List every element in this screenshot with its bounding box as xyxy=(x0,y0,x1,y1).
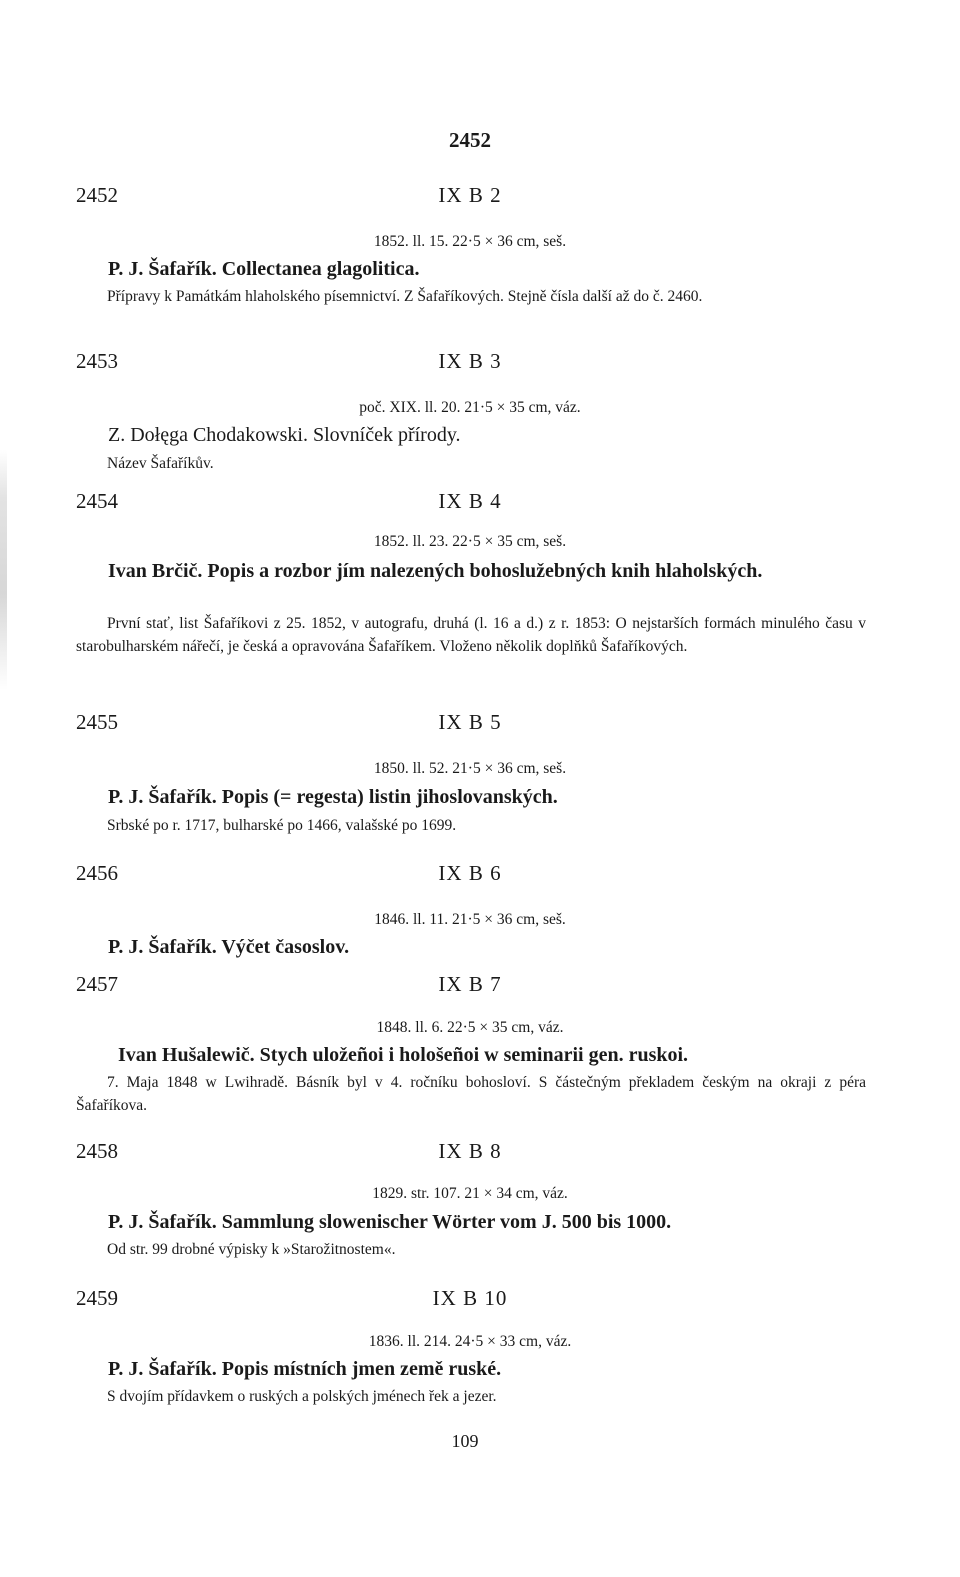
physical-description: 1836. ll. 214. 24·5 × 33 cm, váz. xyxy=(368,1333,572,1350)
entry-title: P. J. Šafařík. Collectanea glagolitica. xyxy=(108,258,420,280)
physical-description: 1848. ll. 6. 22·5 × 35 cm, váz. xyxy=(376,1019,564,1036)
shelf-signature: IX B 3 xyxy=(438,349,502,373)
entry-number: 2454 xyxy=(76,489,118,513)
entry-note: Název Šafaříkův. xyxy=(107,455,214,472)
shelf-signature: IX B 6 xyxy=(438,861,502,885)
shelf-signature: IX B 4 xyxy=(438,489,502,513)
entry-title: Ivan Hušalewič. Stych uložeñoi i hološeñoi w seminarii gen. ruskoi. xyxy=(118,1044,689,1066)
physical-description: 1852. ll. 23. 22·5 × 35 cm, seš. xyxy=(373,533,567,550)
entry-note: Srbské po r. 1717, bulharské po 1466, valašské po 1699. xyxy=(107,817,457,834)
shelf-signature: IX B 10 xyxy=(432,1286,508,1310)
entry-number: 2455 xyxy=(76,710,118,734)
entry-title: P. J. Šafařík. Výčet časoslov. xyxy=(108,936,350,958)
shelf-signature: IX B 8 xyxy=(438,1139,502,1163)
physical-description: 1829. str. 107. 21 × 34 cm, váz. xyxy=(372,1185,568,1202)
entry-number: 2453 xyxy=(76,349,118,373)
entry-number: 2452 xyxy=(76,183,118,207)
physical-description: poč. XIX. ll. 20. 21·5 × 35 cm, váz. xyxy=(359,399,581,416)
entry-note: 7. Maja 1848 w Lwihradě. Básník byl v 4. ročníku bohosloví. S částečným překladem českým na okraji z péra Šafaříkova. xyxy=(76,1074,866,1114)
entry-number: 2456 xyxy=(76,861,118,885)
entry-note: Přípravy k Památkám hlaholského písemnictví. Z Šafaříkových. Stejně čísla další až do č. 2460. xyxy=(107,288,703,305)
shelf-signature: IX B 5 xyxy=(438,710,502,734)
entry-number: 2458 xyxy=(76,1139,118,1163)
scan-edge-shadow xyxy=(0,450,7,690)
shelf-signature: IX B 7 xyxy=(438,972,502,996)
shelf-signature: IX B 2 xyxy=(438,183,502,207)
physical-description: 1850. ll. 52. 21·5 × 36 cm, seš. xyxy=(373,760,567,777)
entry-note: S dvojím přídavkem o ruských a polských jménech řek a jezer. xyxy=(107,1388,497,1405)
entry-note: První stať, list Šafaříkovi z 25. 1852, v autografu, druhá (l. 16 a d.) z r. 1853: O nejstarších formách minulého času v starobulharském nářečí, je česká a opravována Šafaříkem. Vloženo několik doplňků Šafaříkových. xyxy=(76,615,866,655)
entry-title: P. J. Šafařík. Popis místních jmen země ruské. xyxy=(108,1358,502,1380)
physical-description: 1852. ll. 15. 22·5 × 36 cm, seš. xyxy=(373,233,567,250)
entry-title: Z. Dołęga Chodakowski. Slovníček přírody. xyxy=(108,424,461,446)
running-head: 2452 xyxy=(449,128,491,152)
entry-note: Od str. 99 drobné výpisky k »Starožitnostem«. xyxy=(107,1241,396,1258)
entry-title: P. J. Šafařík. Sammlung slowenischer Wörter vom J. 500 bis 1000. xyxy=(108,1211,672,1233)
physical-description: 1846. ll. 11. 21·5 × 36 cm, seš. xyxy=(374,911,566,928)
entry-title: P. J. Šafařík. Popis (= regesta) listin jihoslovanských. xyxy=(108,786,558,808)
entry-title: Ivan Brčič. Popis a rozbor jím nalezených bohoslužebných knih hlaholských. xyxy=(108,560,763,582)
page-number: 109 xyxy=(451,1431,479,1451)
entry-number: 2457 xyxy=(76,972,118,996)
entry-number: 2459 xyxy=(76,1286,118,1310)
